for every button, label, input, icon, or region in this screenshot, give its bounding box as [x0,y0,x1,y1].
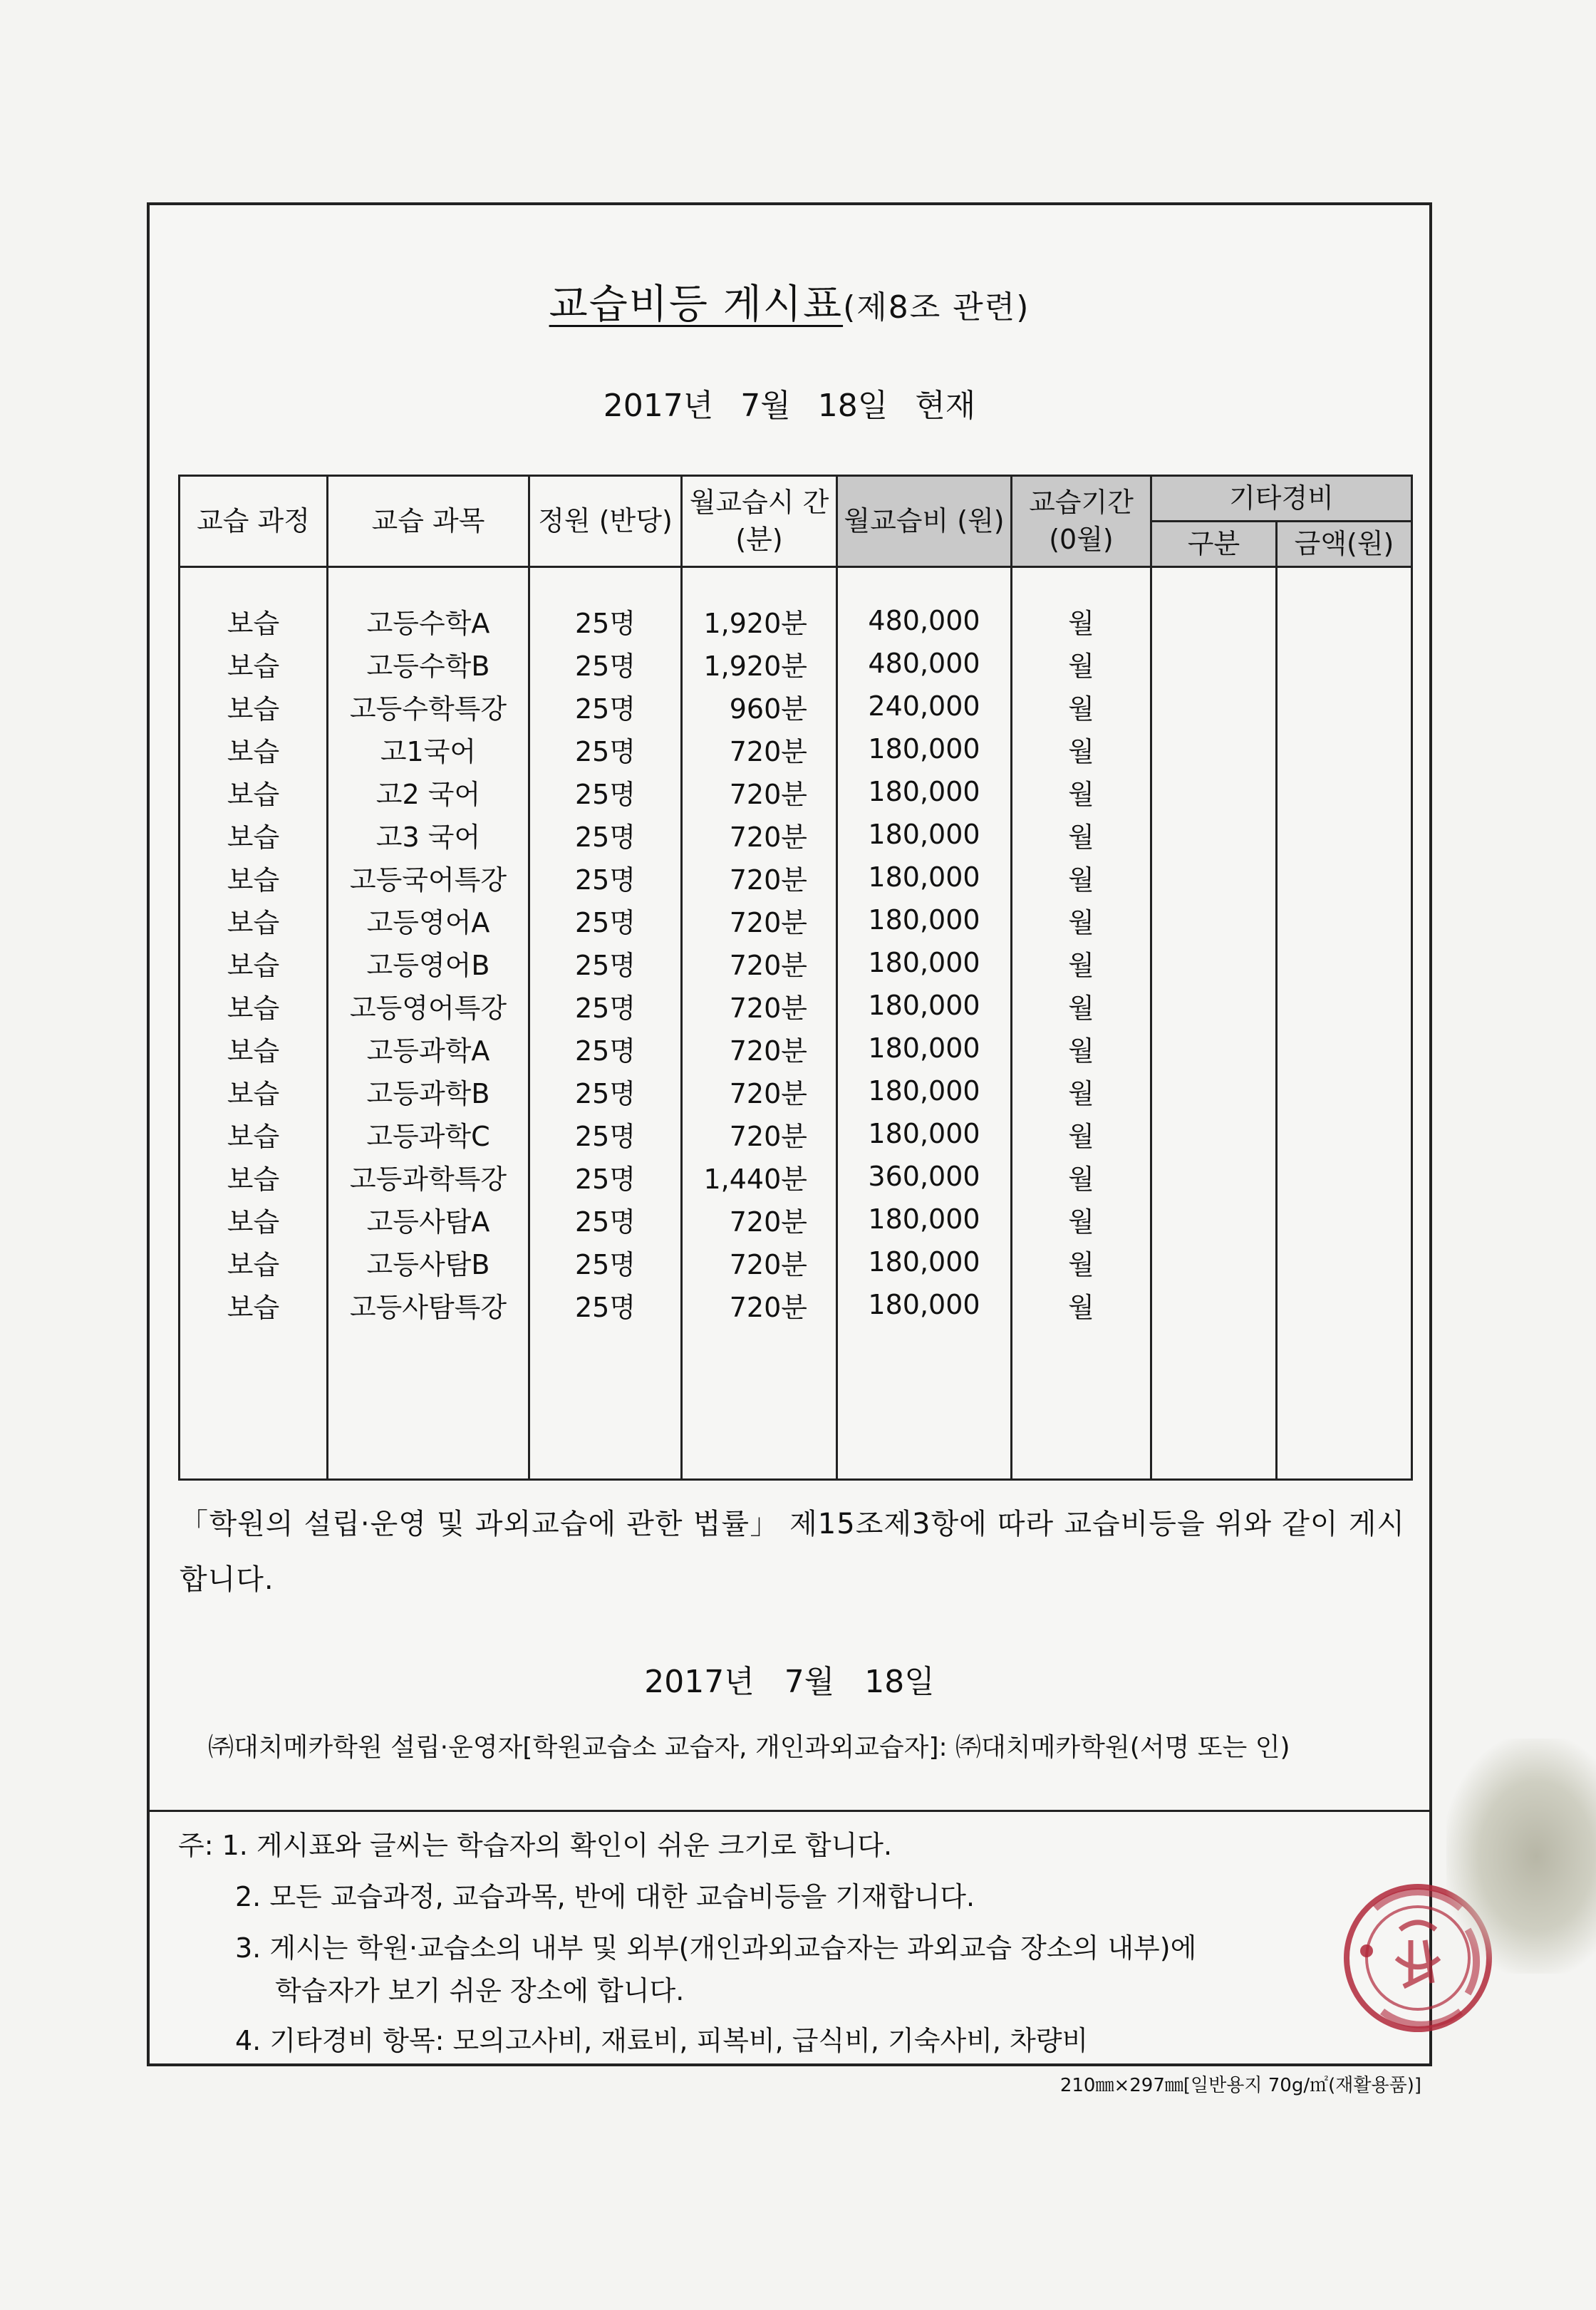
cell-minutes: 1,920분 [682,642,837,685]
table-row [180,599,1412,642]
cell-minutes: 720분 [682,984,837,1027]
document-title [150,273,1429,330]
cell-course: 보습 [180,1241,328,1283]
cell-minutes: 720분 [682,856,837,898]
note-1: 주: 1. 게시표와 글씨는 학습자의 확인이 쉬운 크기로 합니다. [178,1830,893,1861]
cell-fee: 180,000 [837,727,1012,770]
cell-minutes: 720분 [682,813,837,856]
cell-other-type [1151,1069,1277,1112]
note-2: 2. 모든 교습과정, 교습과목, 반에 대한 교습비등을 기재합니다. [235,1881,975,1912]
cell-fee: 480,000 [837,599,1012,642]
paper-spec: 210㎜×297㎜[일반용지 70g/㎡(재활용품)] [1059,2075,1421,2096]
cell-other-type [1151,1198,1277,1241]
cell-minutes: 1,440분 [682,1155,837,1198]
cell-period: 월 [1012,984,1151,1027]
cell-other-amount [1277,770,1412,813]
cell-period: 월 [1012,685,1151,727]
table-row [180,1241,1412,1283]
table-row [180,1155,1412,1198]
cell-course: 보습 [180,1112,328,1155]
cell-capacity: 25명 [529,727,682,770]
cell-course: 보습 [180,770,328,813]
cell-period: 월 [1012,1283,1151,1326]
cell-fee: 180,000 [837,1283,1012,1326]
table-row [180,813,1412,856]
cell-fee: 180,000 [837,1241,1012,1283]
signing-date: 2017년 7월 18일 [644,1664,935,1700]
cell-subject: 고등과학C [328,1112,529,1155]
table-row [180,984,1412,1027]
table-row [180,1027,1412,1069]
note-3: 3. 게시는 학원·교습소의 내부 및 외부(개인과외교습자는 과외교습 장소의 내부)에 [235,1932,1197,1964]
header-capacity: 정원 (반당) [529,476,682,567]
paper-stain [1446,1739,1596,1974]
cell-other-amount [1277,856,1412,898]
table-row [180,727,1412,770]
cell-capacity: 25명 [529,685,682,727]
cell-period: 월 [1012,856,1151,898]
cell-other-type [1151,813,1277,856]
cell-subject: 고등사탐B [328,1241,529,1283]
cell-fee: 180,000 [837,770,1012,813]
cell-capacity: 25명 [529,1155,682,1198]
cell-capacity: 25명 [529,898,682,941]
cell-capacity: 25명 [529,856,682,898]
table-row [180,941,1412,984]
cell-period: 월 [1012,1155,1151,1198]
cell-course: 보습 [180,727,328,770]
cell-subject: 고등과학B [328,1069,529,1112]
header-period: 교습기간 (0월) [1012,476,1151,567]
cell-other-type [1151,685,1277,727]
cell-capacity: 25명 [529,1241,682,1283]
cell-capacity: 25명 [529,1069,682,1112]
cell-subject: 고등국어특강 [328,856,529,898]
cell-period: 월 [1012,770,1151,813]
cell-fee: 180,000 [837,1112,1012,1155]
header-course: 교습 과정 [180,476,328,567]
cell-other-amount [1277,1283,1412,1326]
cell-fee: 240,000 [837,685,1012,727]
cell-subject: 고등수학B [328,642,529,685]
cell-capacity: 25명 [529,599,682,642]
cell-subject: 고1국어 [328,727,529,770]
cell-minutes: 720분 [682,770,837,813]
cell-subject: 고등영어B [328,941,529,984]
cell-period: 월 [1012,1112,1151,1155]
cell-course: 보습 [180,1069,328,1112]
cell-minutes: 720분 [682,1241,837,1283]
cell-other-amount [1277,813,1412,856]
cell-capacity: 25명 [529,1112,682,1155]
cell-course: 보습 [180,599,328,642]
cell-fee: 180,000 [837,1069,1012,1112]
cell-subject: 고등영어특강 [328,984,529,1027]
operator-line: ㈜대치메카학원 설립·운영자[학원교습소 교습자, 개인과외교습자]: ㈜대치메카학원(서명 또는 인) [208,1733,1290,1762]
cell-subject: 고등사탐특강 [328,1283,529,1326]
notes-section [150,1810,1429,2063]
table-row [180,1112,1412,1155]
cell-subject: 고등수학특강 [328,685,529,727]
cell-other-type [1151,1155,1277,1198]
cell-fee: 180,000 [837,941,1012,984]
cell-other-type [1151,1241,1277,1283]
legal-statement: 「학원의 설립·운영 및 과외교습에 관한 법률」 제15조제3항에 따라 교습비등을 위와 같이 게시합니다. [180,1508,1405,1596]
note-3-continued: 학습자가 보기 쉬운 장소에 합니다. [275,1975,685,2006]
cell-other-amount [1277,898,1412,941]
cell-course: 보습 [180,685,328,727]
cell-other-type [1151,941,1277,984]
cell-period: 월 [1012,599,1151,642]
cell-period: 월 [1012,813,1151,856]
cell-period: 월 [1012,1027,1151,1069]
table-row [180,856,1412,898]
cell-fee: 180,000 [837,898,1012,941]
cell-other-amount [1277,1198,1412,1241]
cell-other-amount [1277,685,1412,727]
cell-subject: 고등수학A [328,599,529,642]
cell-fee: 180,000 [837,1027,1012,1069]
cell-minutes: 1,920분 [682,599,837,642]
header-subject: 교습 과목 [328,476,529,567]
cell-period: 월 [1012,727,1151,770]
cell-minutes: 720분 [682,727,837,770]
cell-other-amount [1277,1069,1412,1112]
title-main: 교습비등 게시표 [549,281,844,328]
fee-table [178,475,1413,1481]
cell-minutes: 720분 [682,898,837,941]
cell-minutes: 720분 [682,1112,837,1155]
cell-other-type [1151,856,1277,898]
header-monthly-fee: 월교습비 (원) [837,476,1012,567]
cell-other-amount [1277,1027,1412,1069]
cell-course: 보습 [180,984,328,1027]
cell-period: 월 [1012,1241,1151,1283]
cell-other-type [1151,599,1277,642]
cell-fee: 180,000 [837,856,1012,898]
cell-course: 보습 [180,856,328,898]
cell-minutes: 720분 [682,1069,837,1112]
cell-course: 보습 [180,1155,328,1198]
cell-fee: 180,000 [837,813,1012,856]
cell-fee: 480,000 [837,642,1012,685]
cell-other-amount [1277,984,1412,1027]
cell-minutes: 720분 [682,1027,837,1069]
cell-other-amount [1277,1241,1412,1283]
cell-other-amount [1277,642,1412,685]
header-monthly-minutes: 월교습시 간(분) [682,476,837,567]
cell-course: 보습 [180,941,328,984]
cell-period: 월 [1012,1069,1151,1112]
cell-other-amount [1277,941,1412,984]
cell-minutes: 960분 [682,685,837,727]
cell-capacity: 25명 [529,941,682,984]
cell-period: 월 [1012,1198,1151,1241]
header-other-amount: 금액(원) [1277,522,1412,567]
table-row [180,1283,1412,1326]
fee-table-body [180,567,1412,1480]
cell-minutes: 720분 [682,941,837,984]
cell-capacity: 25명 [529,813,682,856]
cell-other-type [1151,1027,1277,1069]
notice-frame [147,202,1432,2066]
cell-other-type [1151,727,1277,770]
cell-minutes: 720분 [682,1283,837,1326]
cell-fee: 180,000 [837,984,1012,1027]
title-sub: (제8조 관련) [843,289,1030,326]
cell-fee: 360,000 [837,1155,1012,1198]
cell-other-amount [1277,1155,1412,1198]
cell-other-type [1151,898,1277,941]
cell-other-amount [1277,599,1412,642]
cell-course: 보습 [180,1198,328,1241]
note-4: 4. 기타경비 항목: 모의고사비, 재료비, 피복비, 급식비, 기숙사비, 차량비 [235,2025,1089,2056]
cell-subject: 고등영어A [328,898,529,941]
cell-period: 월 [1012,941,1151,984]
cell-capacity: 25명 [529,642,682,685]
cell-minutes: 720분 [682,1198,837,1241]
cell-other-type [1151,1112,1277,1155]
cell-capacity: 25명 [529,770,682,813]
table-row [180,642,1412,685]
cell-other-amount [1277,1112,1412,1155]
table-row [180,898,1412,941]
table-row [180,1069,1412,1112]
cell-subject: 고등사탐A [328,1198,529,1241]
header-other-type: 구분 [1151,522,1277,567]
cell-capacity: 25명 [529,1283,682,1326]
cell-fee: 180,000 [837,1198,1012,1241]
cell-period: 월 [1012,642,1151,685]
cell-other-amount [1277,727,1412,770]
cell-course: 보습 [180,813,328,856]
cell-capacity: 25명 [529,1198,682,1241]
cell-course: 보습 [180,1283,328,1326]
cell-subject: 고등과학특강 [328,1155,529,1198]
cell-other-type [1151,770,1277,813]
table-filler-row [180,1326,1412,1480]
cell-subject: 고2 국어 [328,770,529,813]
table-row [180,685,1412,727]
cell-capacity: 25명 [529,1027,682,1069]
table-row [180,1198,1412,1241]
header-other-expenses: 기타경비 [1151,476,1412,522]
cell-capacity: 25명 [529,984,682,1027]
cell-period: 월 [1012,898,1151,941]
cell-other-type [1151,984,1277,1027]
cell-other-type [1151,642,1277,685]
cell-course: 보습 [180,642,328,685]
cell-other-type [1151,1283,1277,1326]
table-row [180,770,1412,813]
as-of-date: 2017년 7월 18일 현재 [603,388,976,424]
cell-course: 보습 [180,1027,328,1069]
cell-subject: 고등과학A [328,1027,529,1069]
cell-subject: 고3 국어 [328,813,529,856]
cell-course: 보습 [180,898,328,941]
